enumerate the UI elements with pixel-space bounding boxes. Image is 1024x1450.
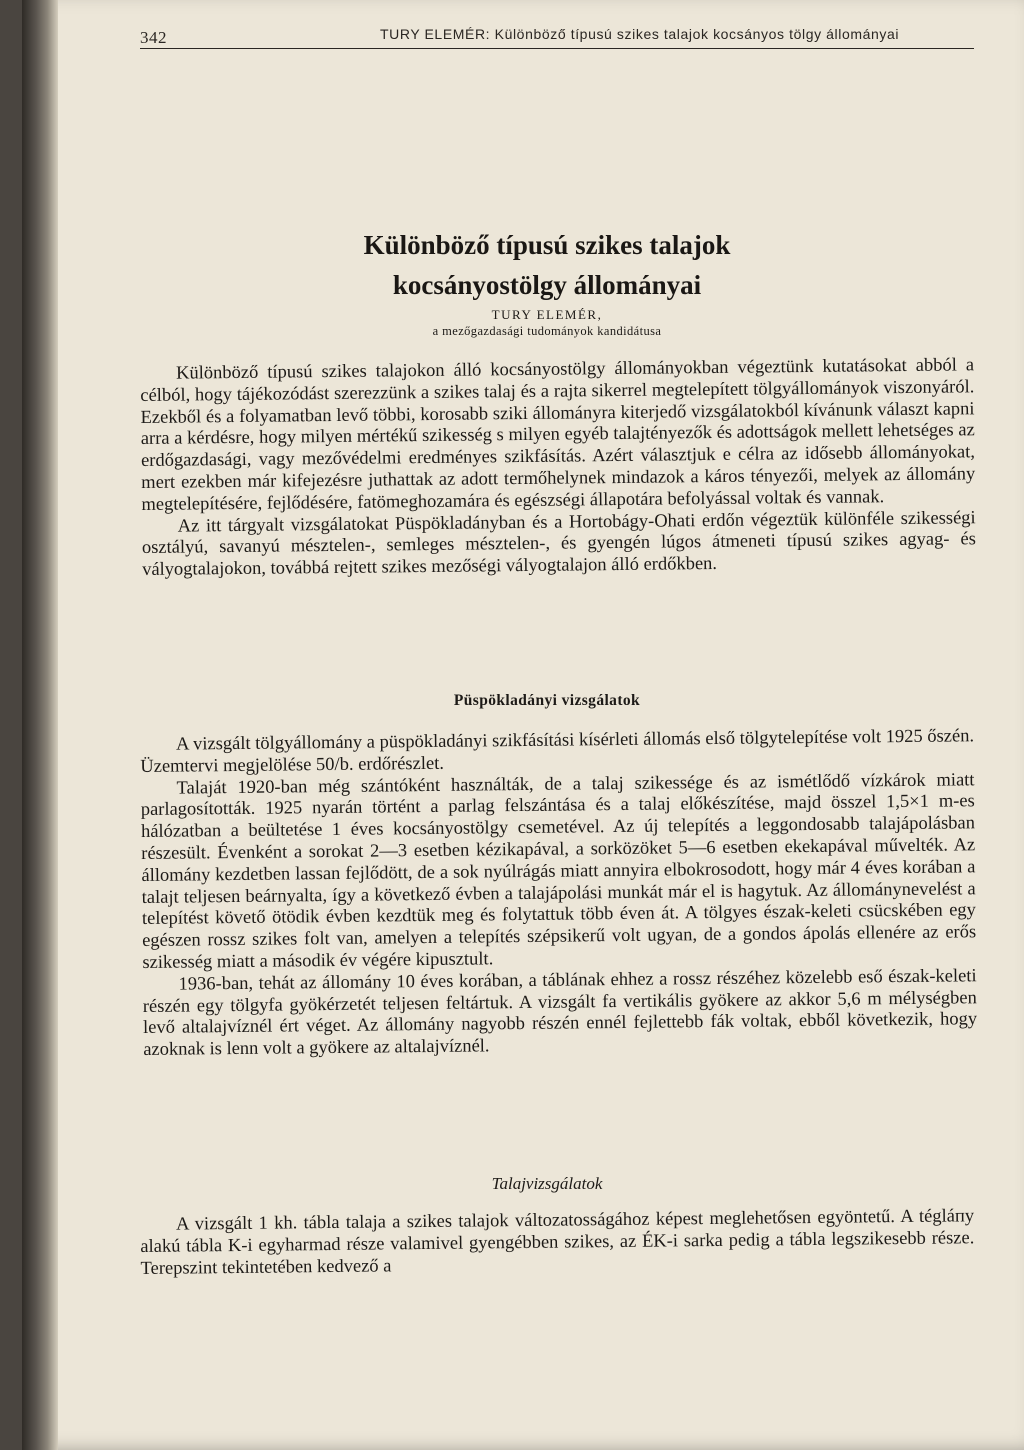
intro-text — [140, 355, 976, 582]
author-name: TURY ELEMÉR, — [491, 307, 603, 322]
paragraph: Különböző típusú szikes talajokon álló kocsányostölgy állományokban végeztünk kutatásokat abból a célból, hogy tájékozódást szerezzünk a szikes talaj és a rajta sikerrel megtelepített tölgyállományok viszonyáról. Ezekből és a folyamatban levő többi, korosabb sziki állományra kiterjedő vizsgálatokból kívánunk választ kapni arra a kérdésre, hogy milyen mértékű szikesség s milyen egyéb talajtényezők és adottságok mellett lehetséges az erdőgazdasági, vagy mezővédelmi eredményes szikfásítás. Azért választjuk e célra az idősebb állományokat, mert ezekben már kifejezésre juthattak az adott termőhelynek mindazok a káros tényezői, melyek az állomány megtelepítésére, fejlődésére, fatömeghozamára és egészségi állapotára befolyással voltak és vannak. — [140, 355, 976, 515]
section-heading: Püspökladányi vizsgálatok — [453, 692, 641, 709]
paragraph: A vizsgált tölgyállomány a püspökladányi szikfásítási kísérleti állomás első tölgytelepítése volt 1925 őszén. Üzemtervi megjelölése 50/b. erdőrészlet. — [140, 726, 975, 777]
paragraph: A vizsgált 1 kh. tábla talaja a szikes talajok változatosságához képest meglehetősen egyöntetű. A tégláпу alakú tábla K-i egyharmad része valamivel gyengébben szikes, az ÉK-i sarka pedig a tábla legszikesebb része. Terepszint tekintetében kedvező a — [140, 1206, 975, 1279]
paragraph: Talaját 1920-ban még szántóként használták, de a talaj szikessége és az ismétlődő vízkárok miatt parlagosították. 1925 nyarán történt a parlag felszántása és a talaj előkészítése, majd összel 1,5×1 m-es hálózatban a beültetése 1 éves kocsányostölgy csemetével. Az új telepítés a leggondosabb talajápolásban részesült. Évenként a sorokat 2—3 esetben kézikapával, a sorközöket 5—6 esetben ekekapával művelték. Az állomány kezdetben lassan fejlődött, de a sok nyúlrágás miatt annyira elbokrosodott, hogy már 4 éves korában a talajt teljesen beárnyalta, így a következő évben a talajápolási munkát már el is hagytuk. Az állománynevelést a telepítést követő ötödik évben kezdtük meg és folytattuk több éven át. A tölgyes észak-keleti csücskében egy egészen rossz szikes folt van, amelyen a telepítés szépsikerű volt ugyan, de a gondos ápolás ellenére az erős szikesség miatt a második év végére kipusztult. — [140, 769, 977, 973]
title-line-1: Különböző típusú szikes talajok — [363, 230, 731, 260]
page-number: 342 — [140, 28, 167, 47]
running-header — [140, 20, 974, 49]
article-title — [172, 225, 922, 305]
book-binding — [22, 0, 58, 1450]
running-title: TURY ELEMÉR: Különböző típusú szikes talajok kocsányos tölgy állományai — [380, 26, 900, 42]
section-body — [140, 726, 977, 1062]
author-affiliation: a mezőgazdasági tudományok kandidátusa — [432, 324, 662, 338]
title-line-2: kocsányostölgy állományai — [392, 270, 702, 300]
subsection-heading: Talajvizsgálatok — [491, 1174, 603, 1193]
paragraph: 1936-ban, tehát az állomány 10 éves korában, a táblának ehhez a rossz részéhez közelebb eső észak-keleti részén egy tölgyfa gyökérzetét teljesen feltártuk. A vizsgált fa vertikális gyökere az akkor 5,6 m mélységben levő altalajvíznél ért véget. Az állomány nagyobb részén ennél fejlettebb fák voltak, ebből következik, hogy azoknak is lenn volt a gyökere az altalajvíznél. — [142, 966, 978, 1061]
subsection-body — [140, 1206, 975, 1280]
paragraph: Az itt tárgyalt vizsgálatokat Püspökladányban és a Hortobágy-Ohati erdőn végeztük különféle szikességi osztályú, savanyú mésztelen-, semleges mésztelen-, és gyengén lúgos átmeneti típusú szikes agyag- és vályogtalajokon, továbbá rejtett szikes mezőségi vályogtalajon álló erdőkben. — [141, 507, 976, 581]
book-page — [22, 0, 1024, 1450]
